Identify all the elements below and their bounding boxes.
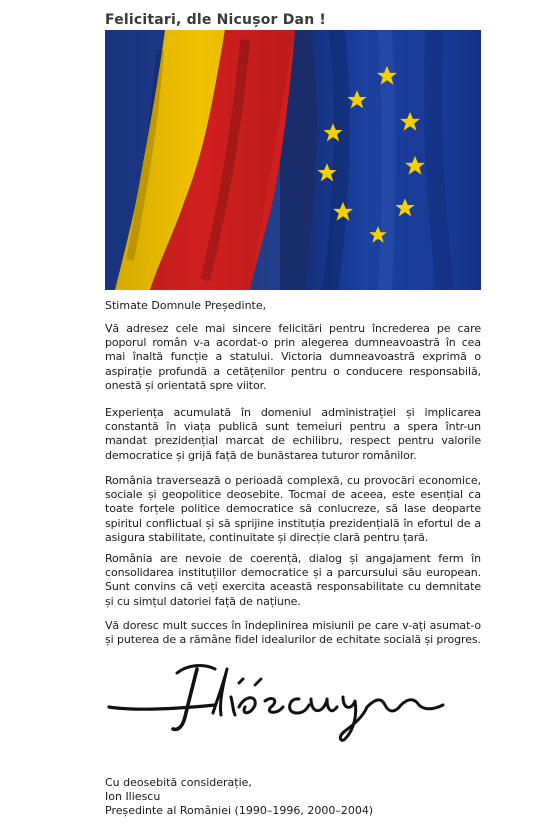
signer-role: Președinte al României (1990–1996, 2000–2004): [105, 804, 374, 817]
letter-paragraph: Vă adresez cele mai sincere felicitări pentru încrederea pe care poporul român v-a acordat-o prin alegerea dumneavoastră în cea mai înaltă funcție a statului. Victoria dumneavoastră exprimă o aspirație profundă a cetățenilor pentru o conducere responsabilă, onestă și orientată spre viitor.: [105, 322, 481, 392]
closing-regards: Cu deosebită considerație,: [105, 776, 252, 789]
letter-paragraph: România traversează o perioadă complexă, cu provocări economice, sociale și geopolitice deosebite. Tocmai de aceea, este esențial ca toate forțele politice democratice să conlucreze, să lase deoparte spiritul conflictual și să sprijine instituția prezidențială în efortul de a asigura stabilitate, continuitate și direcție clară pentru țară.: [105, 474, 481, 544]
letter-title: Felicitari, dle Nicușor Dan !: [105, 12, 327, 28]
signer-name: Ion Iliescu: [105, 790, 161, 803]
letter-paragraph: Vă doresc mult succes în îndeplinirea misiunii pe care v-ați asumat-o și puterea de a rămâne fidel idealurilor de echitate socială și progres.: [105, 619, 481, 647]
flags-photo: [105, 30, 481, 290]
salutation: Stimate Domnule Președinte,: [105, 299, 267, 312]
letter-paragraph: Experiența acumulată în domeniul administrației și implicarea constantă în viața publică sunt temeiuri pentru a spera într-un mandat prezidențial marcat de echilibru, respect pentru valorile democratice și grijă față de bunăstarea tuturor românilor.: [105, 406, 481, 462]
closing-block: [105, 776, 373, 818]
eu-flag: [305, 30, 481, 290]
letter-paragraph: România are nevoie de coerență, dialog și angajament ferm în consolidarea instituțiilor democratice și a parcursului său european. Sunt convins că veți exercita această responsabilitate cu demnitate și cu simțul datoriei față de națiune.: [105, 552, 481, 608]
handwritten-signature: [105, 655, 485, 745]
